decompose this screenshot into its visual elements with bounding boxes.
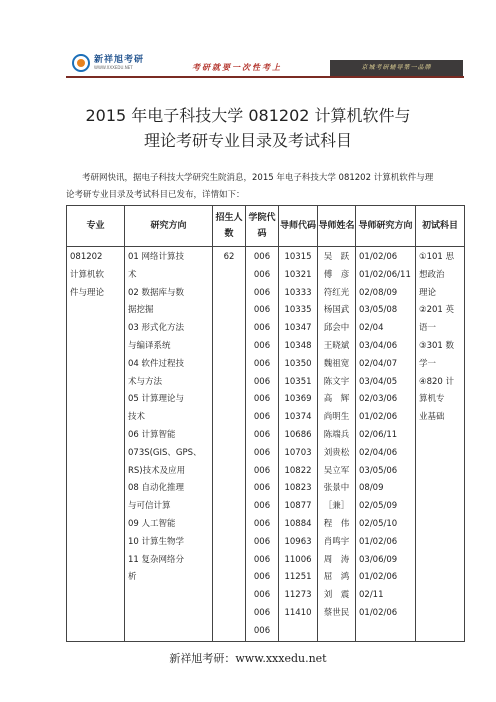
advisor-direction: 03/04/05 [359,376,398,387]
advisor-name: ［兼］ [323,501,350,512]
advisor-code: 11410 [284,607,312,618]
advisor-name: 傅 彦 [323,269,350,280]
advisor-direction: 03/05/08 [359,305,398,316]
advisor-name: 刘贵松 [323,447,350,458]
advisor-direction: 02/08/09 [359,287,398,298]
logo-url: WWW.XXXEDU.NET [94,65,133,70]
exam-subject-line: ④820 计 [419,376,455,387]
cell-major [67,247,125,642]
document-title [60,103,436,153]
advisor-name: 高 辉 [323,394,350,405]
header-exam-subjects: 初试科目 [416,206,465,247]
title-line-2: 理论考研专业目录及考试科目 [143,131,352,150]
college-code: 006 [253,340,271,351]
advisor-code: 10822 [284,465,312,476]
direction-line: 据挖掘 [128,305,154,316]
advisor-code-list [279,247,317,623]
advisor-name-list [318,247,355,623]
college-code: 006 [253,518,271,529]
advisor-direction: 01/02/06 [359,252,398,262]
college-code: 006 [253,572,271,583]
exam-subject-line: ③301 数 [419,340,455,351]
direction-line: 01 网络计算技 [128,252,185,262]
advisor-direction: 02/04 [359,323,384,334]
direction-line: 03 形式化方法 [128,323,185,334]
table-row [67,247,465,642]
advisor-direction: 03/06/09 [359,554,398,565]
advisor-code: 10877 [284,501,312,512]
logo-name: 新祥旭考研 [94,55,145,65]
header-slogan: 考研就要一次性考上 [192,62,282,72]
exam-subject-line: 理论 [419,287,437,298]
college-code: 006 [253,590,271,601]
college-code: 006 [253,376,271,387]
college-code-list [246,247,278,641]
advisor-code: 10315 [284,252,312,262]
direction-line: 11 复杂网络分 [128,554,185,565]
college-code: 006 [253,269,271,280]
advisor-name: 吴 跃 [323,252,350,262]
advisor-direction: 01/02/06/11 [359,269,411,280]
advisor-code: 10686 [284,429,312,440]
advisor-name: 符红光 [323,287,350,298]
advisor-code: 10348 [284,340,312,351]
title-line-1: 2015 年电子科技大学 081202 计算机软件与 [85,106,411,125]
advisor-code: 10351 [284,376,312,387]
advisor-direction: 08/09 [359,483,384,494]
advisor-name: 杨国武 [323,305,350,316]
college-code: 006 [253,447,271,458]
cell-advisor-names [318,247,356,642]
exam-subject-line-list [416,247,464,427]
header-divider [66,76,464,78]
major-line: 081202 [70,252,103,262]
advisor-name: 肖鸣宇 [323,536,350,547]
advisor-name: 程 伟 [323,518,350,529]
college-code: 006 [253,625,271,636]
advisor-direction: 02/04/06 [359,447,398,458]
advisor-code: 11273 [284,590,312,601]
college-code: 006 [253,412,271,423]
direction-line: 与可信计算 [128,501,171,512]
direction-line: 析 [128,572,137,583]
direction-line: 06 计算智能 [128,429,176,440]
direction-line: 02 数据库与数 [128,287,185,298]
header-advisor-code: 导师代码 [279,206,318,247]
direction-line: 09 人工智能 [128,518,176,529]
advisor-direction: 02/05/09 [359,501,398,512]
advisor-name: 陈端兵 [323,429,350,440]
advisor-name: 蔡世民 [323,607,350,618]
college-code: 006 [253,483,271,494]
advisor-name: 陈文宇 [323,376,350,387]
header-college-code: 学院代码 [246,206,279,247]
header-major: 专业 [67,206,125,247]
college-code: 006 [253,465,271,476]
exam-subject-line: 业基础 [419,412,445,423]
advisor-direction: 02/06/11 [359,429,398,440]
advisor-direction: 03/05/06 [359,465,398,476]
logo [72,54,144,72]
advisor-name: 魏祖宽 [323,358,350,369]
advisor-code: 10963 [284,536,312,547]
advisor-code: 10823 [284,483,312,494]
advisor-code: 10321 [284,269,312,280]
college-code: 006 [253,323,271,334]
advisor-direction: 01/02/06 [359,607,398,618]
college-code: 006 [253,252,271,262]
direction-line: RS)技术及应用 [128,465,186,476]
direction-line-list [125,247,212,587]
college-code: 006 [253,554,271,565]
college-code: 006 [253,429,271,440]
college-code: 006 [253,358,271,369]
major-line-list [67,247,124,302]
cell-directions [125,247,213,642]
page-header [0,0,496,80]
exam-subject-line: 算机专 [419,394,445,405]
advisor-code: 10350 [284,358,312,369]
direction-line: 08 自动化推理 [128,483,185,494]
advisor-code: 10333 [284,287,312,298]
direction-line: 10 计算生物学 [128,536,185,547]
advisor-name: 尚明生 [323,412,350,423]
exam-subject-line: 学一 [419,358,437,369]
direction-line: 073S(GIS、GPS、 [128,447,202,458]
advisor-code: 11006 [284,554,312,565]
exam-subject-line: 想政治 [419,269,445,280]
advisor-direction: 01/02/06 [359,412,398,423]
table-header-row [67,206,465,247]
advisor-name: 刘 震 [323,590,350,601]
cell-advisor-dirs [356,247,416,642]
direction-line: 技术 [128,412,146,423]
direction-line: 与编译系统 [128,340,171,351]
direction-line: 术 [128,269,137,280]
exam-subject-line: ①101 思 [419,252,455,262]
logo-icon [72,54,90,72]
advisor-code: 10374 [284,412,312,423]
exam-subject-line: 语一 [419,323,437,334]
cell-college-codes [246,247,279,642]
college-code: 006 [253,305,271,316]
college-code: 006 [253,536,271,547]
major-line: 计算机软 [70,269,105,280]
cell-enrollment [213,247,246,642]
page-footer: 新祥旭考研：www.xxxedu.net [169,652,327,665]
exam-subject-line: ②201 英 [419,305,455,316]
advisor-code: 10884 [284,518,312,529]
advisor-name: 王晓斌 [323,340,350,351]
header-banner: 京城考研辅导第一品牌 [330,60,463,76]
direction-line: 术与方法 [128,376,163,387]
advisor-code: 10335 [284,305,312,316]
advisor-direction-list [356,247,415,623]
advisor-direction: 02/04/07 [359,358,398,369]
catalog-table [66,205,465,642]
major-line: 件与理论 [70,287,105,298]
advisor-code: 11251 [284,572,312,583]
college-code: 006 [253,287,271,298]
college-code: 006 [253,394,271,405]
header-enrollment: 招生人数 [213,206,246,247]
advisor-name: 屈 鸿 [323,572,350,583]
advisor-code: 10703 [284,447,312,458]
advisor-direction: 01/02/06 [359,572,398,583]
college-code: 006 [253,501,271,512]
header-advisor-name: 导师姓名 [318,206,356,247]
header-advisor-direction: 导师研究方向 [356,206,416,247]
enrollment-value: 62 [223,252,235,262]
direction-line: 04 软件过程技 [128,358,185,369]
advisor-code: 10369 [284,394,312,405]
advisor-direction: 01/02/06 [359,536,398,547]
advisor-name: 邱会中 [323,323,350,334]
header-direction: 研究方向 [125,206,213,247]
advisor-name: 张景中 [323,483,350,494]
cell-advisor-codes [279,247,318,642]
intro-paragraph: 考研网快讯，据电子科技大学研究生院消息，2015 年电子科技大学 081202 计算机软件与理论考研专业目录及考试科目已发布，详情如下： [66,173,434,200]
college-code: 006 [253,607,271,618]
advisor-direction: 02/11 [359,590,384,601]
advisor-direction: 02/05/10 [359,518,398,529]
direction-line: 05 计算理论与 [128,394,185,405]
advisor-direction: 03/04/06 [359,340,398,351]
advisor-name: 周 涛 [323,554,350,565]
advisor-direction: 02/03/06 [359,394,398,405]
advisor-name: 吴立军 [323,465,350,476]
advisor-code: 10347 [284,323,312,334]
cell-exam-subjects [416,247,465,642]
